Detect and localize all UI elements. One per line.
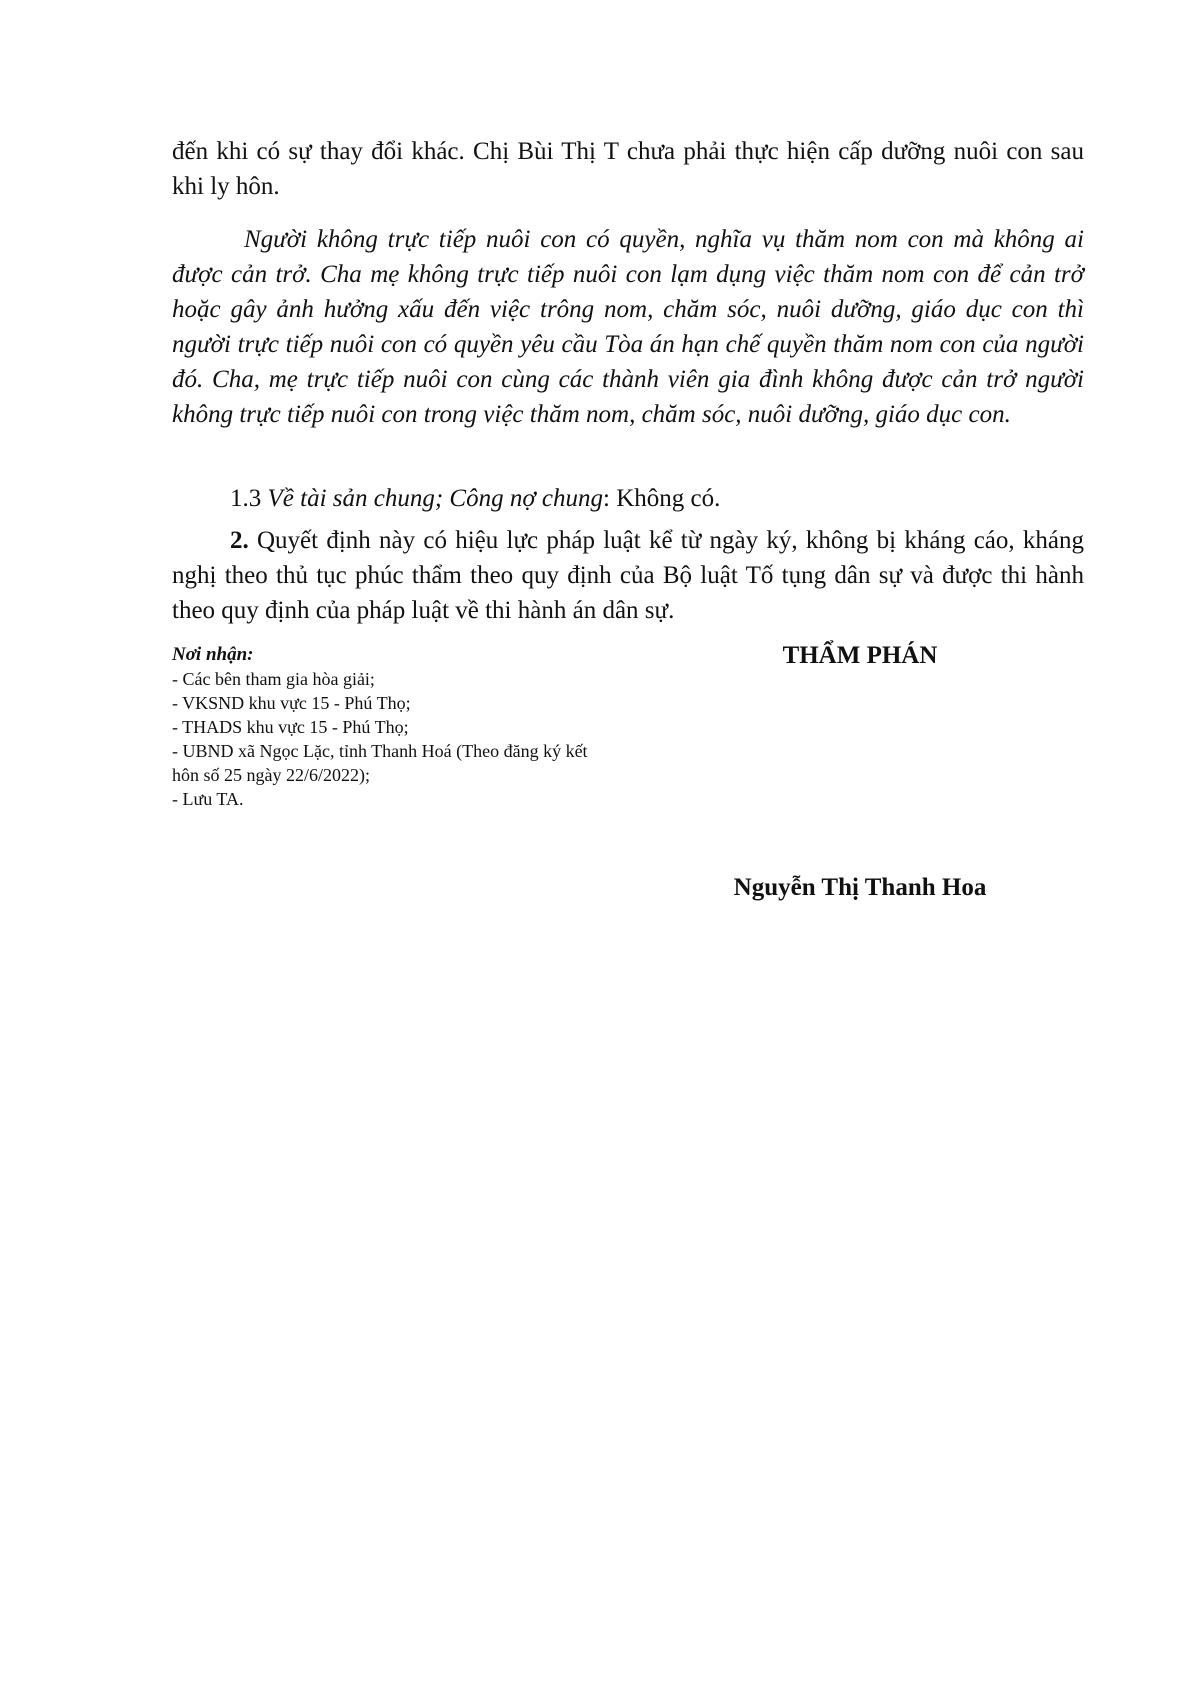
signature-title: THẨM PHÁN	[782, 642, 938, 669]
paragraph-visitation-rights: Người không trực tiếp nuôi con có quyền, nghĩa vụ thăm nom con mà không ai được cản trở. Cha mẹ không trực tiếp nuôi con lạm dụng việc thăm nom con để cản trở hoặc gây ảnh hưởng xấu đến việc trông nom, chăm sóc, nuôi dưỡng, giáo dục con thì người trực tiếp nuôi con có quyền yêu cầu Tòa án hạn chế quyền thăm nom con của người đó. Cha, mẹ trực tiếp nuôi con cùng các thành viên gia đình không được cản trở người không trực tiếp nuôi con trong việc thăm nom, chăm sóc, nuôi dưỡng, giáo dục con.	[172, 226, 1084, 428]
common-property-label: Về tài sản chung; Công nợ chung	[267, 485, 604, 512]
paragraph-legal-effect	[172, 523, 1084, 628]
legal-effect-text: Quyết định này có hiệu lực pháp luật kể từ ngày ký, không bị kháng cáo, kháng nghị theo thủ tục phúc thẩm theo quy định của Bộ luật Tố tụng dân sự và được thi hành theo quy định của pháp luật về thi hành án dân sự.	[172, 527, 1084, 624]
section-number-2: 2.	[230, 527, 249, 554]
recipient-item: - Các bên tham gia hòa giải;	[172, 669, 375, 689]
section-number-1-3: 1.3	[230, 485, 262, 512]
recipients-block	[172, 643, 592, 811]
paragraph-common-property	[172, 481, 1084, 516]
paragraph-child-support: đến khi có sự thay đổi khác. Chị Bùi Thị T chưa phải thực hiện cấp dưỡng nuôi con sau khi ly hôn.	[172, 138, 1084, 200]
recipient-item: - VKSND khu vực 15 - Phú Thọ;	[172, 693, 411, 713]
signer-name: Nguyễn Thị Thanh Hoa	[733, 874, 987, 901]
recipient-item: - THADS khu vực 15 - Phú Thọ;	[172, 717, 409, 737]
recipient-item: - UBND xã Ngọc Lặc, tỉnh Thanh Hoá (Theo đăng ký kết hôn số 25 ngày 22/6/2022);	[172, 741, 588, 785]
common-property-value: : Không có.	[603, 485, 721, 512]
recipients-title: Nơi nhận:	[172, 644, 254, 665]
recipient-item: - Lưu TA.	[172, 789, 244, 809]
